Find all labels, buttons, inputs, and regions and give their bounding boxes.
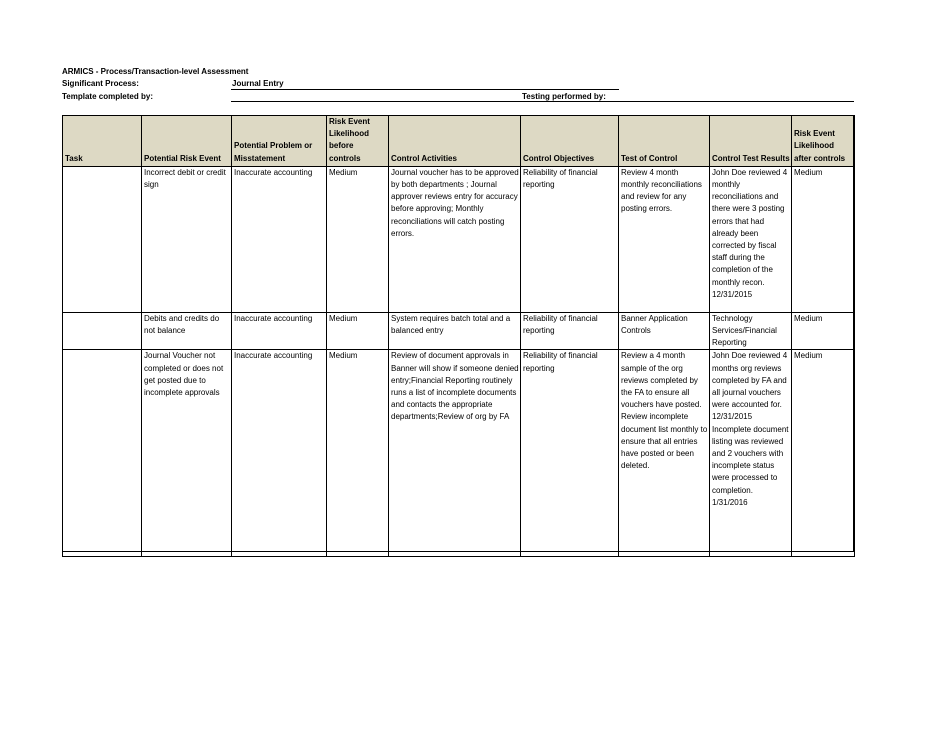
significant-process-label: Significant Process: (62, 79, 139, 88)
cell-likelihood-before[interactable]: Medium (327, 350, 389, 557)
cell-likelihood-before[interactable]: Medium (327, 166, 389, 312)
cell-test-results[interactable]: John Doe reviewed 4 months org reviews completed by FA and all journal vouchers were accounted for. 12/31/2015 Incomplete document listing was reviewed and 2 vouchers with incomplete status were processed to completion. 1/31/2016 (710, 350, 792, 557)
cell-risk-event[interactable]: Debits and credits do not balance (142, 312, 232, 350)
cell-task[interactable] (63, 166, 142, 312)
sheet-title: ARMICS - Process/Transaction-level Assessment (62, 67, 249, 76)
cell-problem[interactable]: Inaccurate accounting (232, 312, 327, 350)
col-header-control-objectives[interactable]: Control Objectives (521, 116, 619, 167)
cell-task[interactable] (63, 350, 142, 557)
cell-control-activities[interactable]: Review of document approvals in Banner will show if someone denied entry;Financial Reporting routinely runs a list of incomplete documents and contacts the appropriate departments;Review of org by FA (389, 350, 521, 557)
table-row (63, 350, 855, 557)
col-header-control-activities[interactable]: Control Activities (389, 116, 521, 167)
template-completed-by-label: Template completed by: (62, 92, 153, 101)
cell-control-activities[interactable]: Journal voucher has to be approved by both departments ; Journal approver reviews entry for accuracy before approving; Monthly reconciliations will catch posting errors. (389, 166, 521, 312)
cell-test-results[interactable]: Technology Services/Financial Reporting (710, 312, 792, 350)
cell-risk-event[interactable]: Journal Voucher not completed or does not get posted due to incomplete approvals (142, 350, 232, 557)
cell-test-of-control[interactable]: Review a 4 month sample of the org reviews completed by the FA to ensure all vouchers have posted. Review incomplete document list monthly to ensure that all entries have posted or been deleted. (619, 350, 710, 557)
cell-control-objectives[interactable]: Reliability of financial reporting (521, 166, 619, 312)
col-header-test-of-control[interactable]: Test of Control (619, 116, 710, 167)
table-row (63, 166, 855, 312)
testing-performed-by-label: Testing performed by: (522, 92, 606, 101)
cell-likelihood-after[interactable]: Medium (792, 166, 855, 312)
col-header-test-results[interactable]: Control Test Results (710, 116, 792, 167)
significant-process-value[interactable]: Journal Entry (232, 79, 284, 88)
header-row (63, 116, 855, 167)
cell-control-activities[interactable]: System requires batch total and a balanced entry (389, 312, 521, 350)
cell-problem[interactable]: Inaccurate accounting (232, 166, 327, 312)
cell-control-objectives[interactable]: Reliability of financial reporting (521, 312, 619, 350)
cell-test-results[interactable]: John Doe reviewed 4 monthly reconciliations and there were 3 posting errors that had already been corrected by fiscal staff during the completion of the monthly recon. 12/31/2015 (710, 166, 792, 312)
col-header-risk-event[interactable]: Potential Risk Event (142, 116, 232, 167)
cell-problem[interactable]: Inaccurate accounting (232, 350, 327, 557)
cell-likelihood-after[interactable]: Medium (792, 350, 855, 557)
col-header-likelihood-before[interactable]: Risk Event Likelihood before controls (327, 116, 389, 167)
col-header-problem[interactable]: Potential Problem or Misstatement (232, 116, 327, 167)
table-row (63, 312, 855, 350)
cell-risk-event[interactable]: Incorrect debit or credit sign (142, 166, 232, 312)
assessment-table (62, 115, 855, 557)
col-header-likelihood-after[interactable]: Risk Event Likelihood after controls (792, 116, 855, 167)
cell-likelihood-before[interactable]: Medium (327, 312, 389, 350)
col-header-task[interactable]: Task (63, 116, 142, 167)
cell-task[interactable] (63, 312, 142, 350)
cell-test-of-control[interactable]: Review 4 month monthly reconciliations and review for any posting errors. (619, 166, 710, 312)
significant-process-underline (231, 89, 619, 90)
cell-control-objectives[interactable]: Reliability of financial reporting (521, 350, 619, 557)
cell-likelihood-after[interactable]: Medium (792, 312, 855, 350)
cell-test-of-control[interactable]: Banner Application Controls (619, 312, 710, 350)
template-completed-by-underline[interactable] (231, 101, 854, 102)
